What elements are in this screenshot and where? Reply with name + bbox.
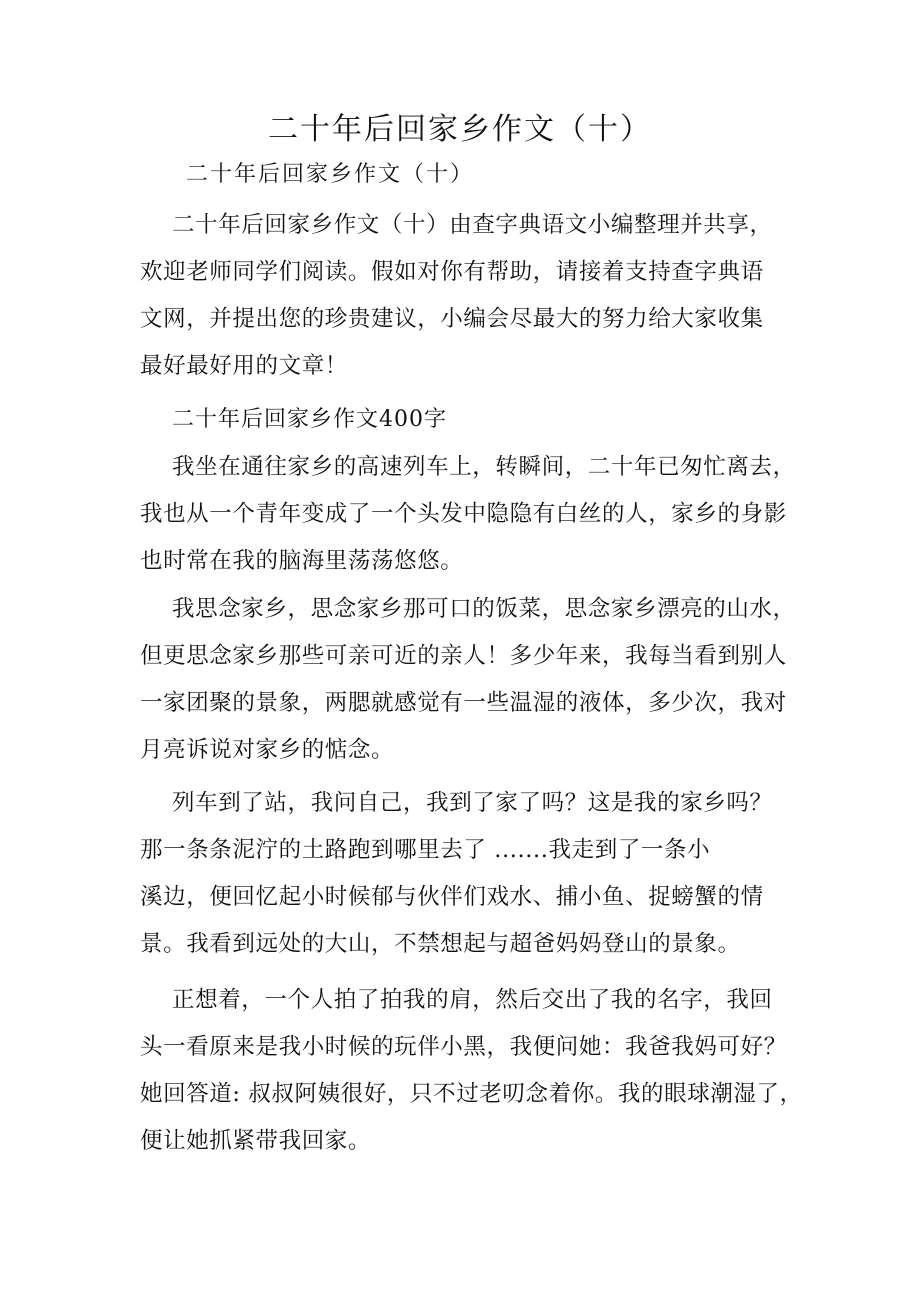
essay-paragraph-4 bbox=[140, 977, 803, 1165]
paragraph-line: 我坐在通往家乡的高速列车上，转瞬间，二十年已匆忙离去， bbox=[172, 454, 796, 480]
intro-line: 最好最好用的文章！ bbox=[140, 353, 348, 379]
paragraph-line: 列车到了站，我问自己，我到了家了吗？这是我的家乡吗？ bbox=[172, 790, 773, 816]
paragraph-line: 一家团聚的景象，两腮就感觉有一些温湿的液体，多少次，我对 bbox=[140, 690, 787, 716]
paragraph-line: 景。我看到远处的大山，不禁想起与超爸妈妈登山的景象。 bbox=[140, 931, 741, 957]
paragraph-line: 溪边，便回忆起小时候郁与伙伴们戏水、捕小鱼、捉螃蟹的情 bbox=[140, 884, 764, 910]
intro-line: 二十年后回家乡作文（十）由查字典语文小编整理并共享， bbox=[172, 212, 773, 238]
paragraph-line: 但更思念家乡那些可亲可近的亲人！多少年来，我每当看到别人 bbox=[140, 643, 787, 669]
paragraph-line: 头一看原来是我小时候的玩伴小黑，我便问她：我爸我妈可好？ bbox=[140, 1034, 787, 1060]
document-title: 二十年后回家乡作文（十） bbox=[268, 112, 652, 147]
paragraph-line: 月亮诉说对家乡的惦念。 bbox=[140, 737, 395, 763]
paragraph-line: 她回答道: 叔叔阿姨很好，只不过老叨念着你。我的眼球潮湿了， bbox=[140, 1081, 803, 1107]
essay-heading: 二十年后回家乡作文400字 bbox=[172, 407, 447, 432]
paragraph-line: 我也从一个青年变成了一个头发中隐隐有白丝的人，家乡的身影 bbox=[140, 501, 787, 527]
essay-paragraph-3 bbox=[140, 780, 800, 968]
paragraph-line: 那一条条泥泞的土路跑到哪里去了 .......我走到了一条小 bbox=[140, 837, 711, 863]
intro-line: 文网，并提出您的珍贵建议，小编会尽最大的努力给大家收集 bbox=[140, 306, 764, 332]
essay-paragraph-2 bbox=[140, 586, 800, 774]
paragraph-line: 也时常在我的脑海里荡荡悠悠。 bbox=[140, 548, 464, 574]
essay-paragraph-1 bbox=[140, 444, 800, 585]
intro-line: 欢迎老师同学们阅读。假如对你有帮助，请接着支持查字典语 bbox=[140, 259, 764, 285]
intro-paragraph bbox=[140, 202, 800, 390]
paragraph-line: 正想着，一个人拍了拍我的肩，然后交出了我的名字，我回 bbox=[172, 987, 773, 1013]
paragraph-line: 便让她抓紧带我回家。 bbox=[140, 1128, 372, 1154]
document-subtitle: 二十年后回家乡作文（十） bbox=[186, 162, 475, 187]
paragraph-line: 我思念家乡，思念家乡那可口的饭菜，思念家乡漂亮的山水， bbox=[172, 596, 796, 622]
